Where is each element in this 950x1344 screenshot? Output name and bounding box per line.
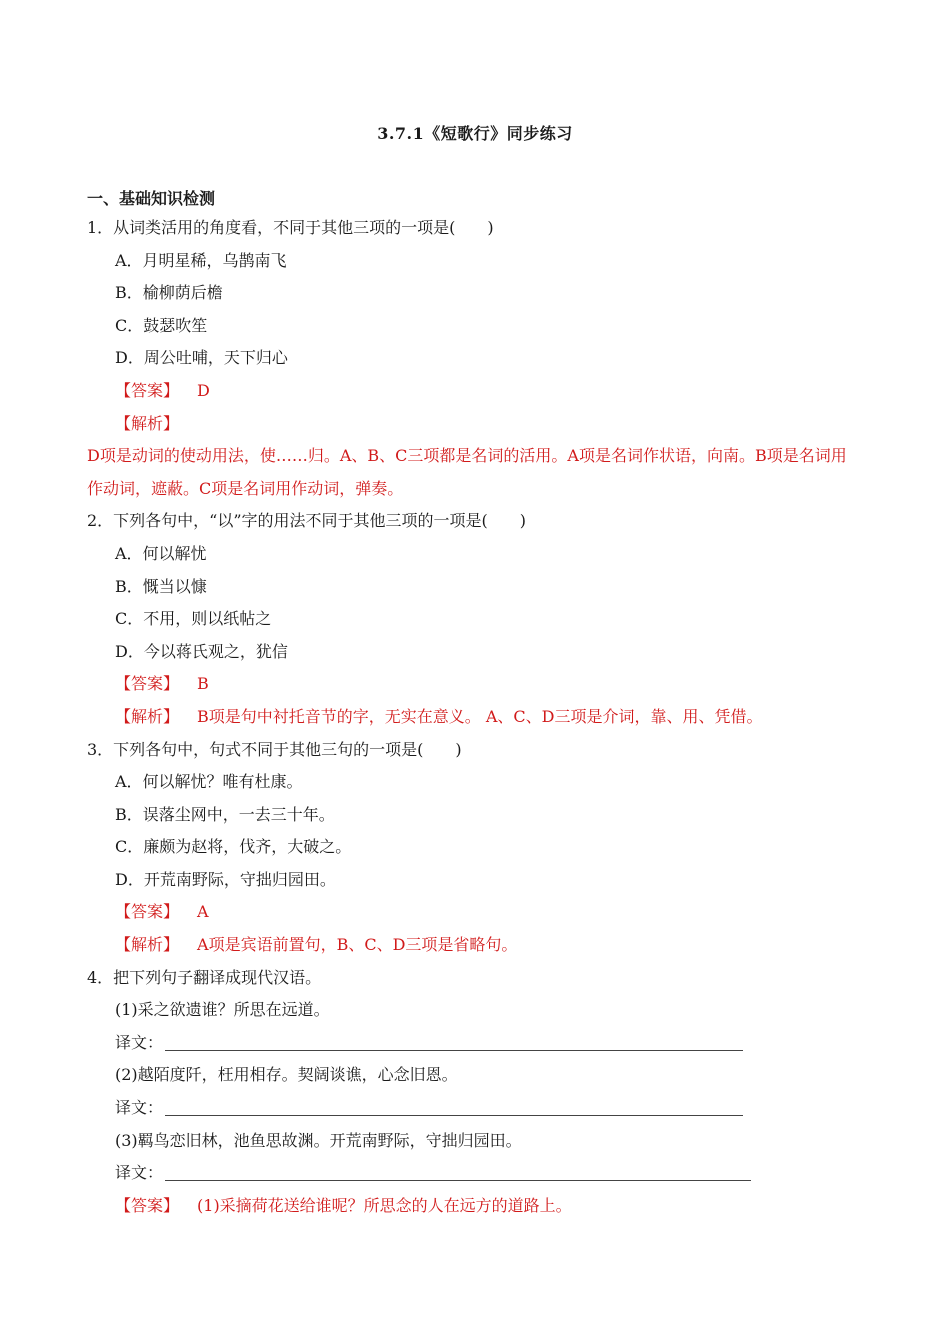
question-1-analysis-line-2: 作动词，遮蔽。C项是名词用作动词，弹奏。 <box>87 478 404 498</box>
question-2-option-a: A．何以解忧 <box>115 543 207 563</box>
translation-blank[interactable] <box>165 1049 743 1051</box>
answer-value: A <box>197 902 209 922</box>
translation-label: 译文： <box>115 1163 164 1183</box>
translation-blank[interactable] <box>165 1114 743 1116</box>
question-3-stem: 3．下列各句中，句式不同于其他三句的一项是( ) <box>87 739 462 759</box>
question-4-item-1: (1)采之欲遗谁？所思在远道。 <box>115 1000 330 1020</box>
question-1-analysis-label <box>0 408 950 441</box>
section-heading: 一、基础知识检测 <box>87 189 216 208</box>
analysis-text: B项是句中衬托音节的字，无实在意义。 A、C、D三项是介词，靠、用、凭借。 <box>197 706 763 726</box>
question-2-option-c: C．不用，则以纸帖之 <box>115 609 272 629</box>
question-1-stem: 1．从词类活用的角度看，不同于其他三项的一项是( ) <box>87 218 494 237</box>
analysis-label: 【解析】 <box>115 706 180 726</box>
analysis-label: 【解析】 <box>115 935 180 955</box>
answer-label: 【答案】 <box>115 380 180 400</box>
question-1-option-a: A．月明星稀，乌鹊南飞 <box>115 250 287 270</box>
question-4-translation-1 <box>0 1027 950 1060</box>
analysis-label: 【解析】 <box>115 413 180 433</box>
question-4-translation-2 <box>0 1092 950 1125</box>
question-4-item-3: (3)羁鸟恋旧林，池鱼思故渊。开荒南野际，守拙归园田。 <box>115 1130 522 1150</box>
question-3-option-d: D．开荒南野际，守拙归园田。 <box>115 869 336 889</box>
answer-value: (1)采摘荷花送给谁呢？所思念的人在远方的道路上。 <box>197 1195 572 1215</box>
answer-value: D <box>197 380 210 400</box>
question-list <box>0 212 950 1222</box>
document-title: 3.7.1《短歌行》同步练习 <box>377 124 573 143</box>
analysis-text: A项是宾语前置句，B、C、D三项是省略句。 <box>197 935 518 955</box>
question-1-option-b: B．榆柳荫后檐 <box>115 283 223 303</box>
question-4-answer <box>0 1190 950 1223</box>
question-3-analysis <box>0 929 950 962</box>
question-2-analysis <box>0 701 950 734</box>
question-2-stem: 2．下列各句中，“以”字的用法不同于其他三项的一项是( ) <box>87 511 527 531</box>
question-3-answer <box>0 896 950 929</box>
answer-label: 【答案】 <box>115 674 180 694</box>
translation-blank[interactable] <box>165 1179 751 1181</box>
question-1-answer <box>0 375 950 408</box>
translation-label: 译文： <box>115 1032 164 1052</box>
question-4-stem: 4．把下列句子翻译成现代汉语。 <box>87 967 322 987</box>
question-2-option-b: B．慨当以慷 <box>115 576 207 596</box>
question-2-option-d: D．今以蒋氏观之，犹信 <box>115 641 288 661</box>
question-1-option-d: D．周公吐哺，天下归心 <box>115 348 288 368</box>
question-1-analysis-line-1: D项是动词的使动用法，使……归。A、B、C三项都是名词的活用。A项是名词作状语，向南。B项是名词用 <box>87 446 847 466</box>
answer-label: 【答案】 <box>115 902 180 922</box>
question-1-option-c: C．鼓瑟吹笙 <box>115 315 208 335</box>
question-4-translation-3 <box>0 1157 950 1190</box>
translation-label: 译文： <box>115 1098 164 1118</box>
question-3-option-c: C．廉颇为赵将，伐齐，大破之。 <box>115 837 352 857</box>
question-3-option-a: A．何以解忧？唯有杜康。 <box>115 772 303 792</box>
answer-value: B <box>197 674 209 694</box>
question-2-answer <box>0 668 950 701</box>
answer-label: 【答案】 <box>115 1195 180 1215</box>
question-4-item-2: (2)越陌度阡，枉用相存。契阔谈谯，心念旧恩。 <box>115 1065 458 1085</box>
question-3-option-b: B．误落尘网中，一去三十年。 <box>115 804 335 824</box>
